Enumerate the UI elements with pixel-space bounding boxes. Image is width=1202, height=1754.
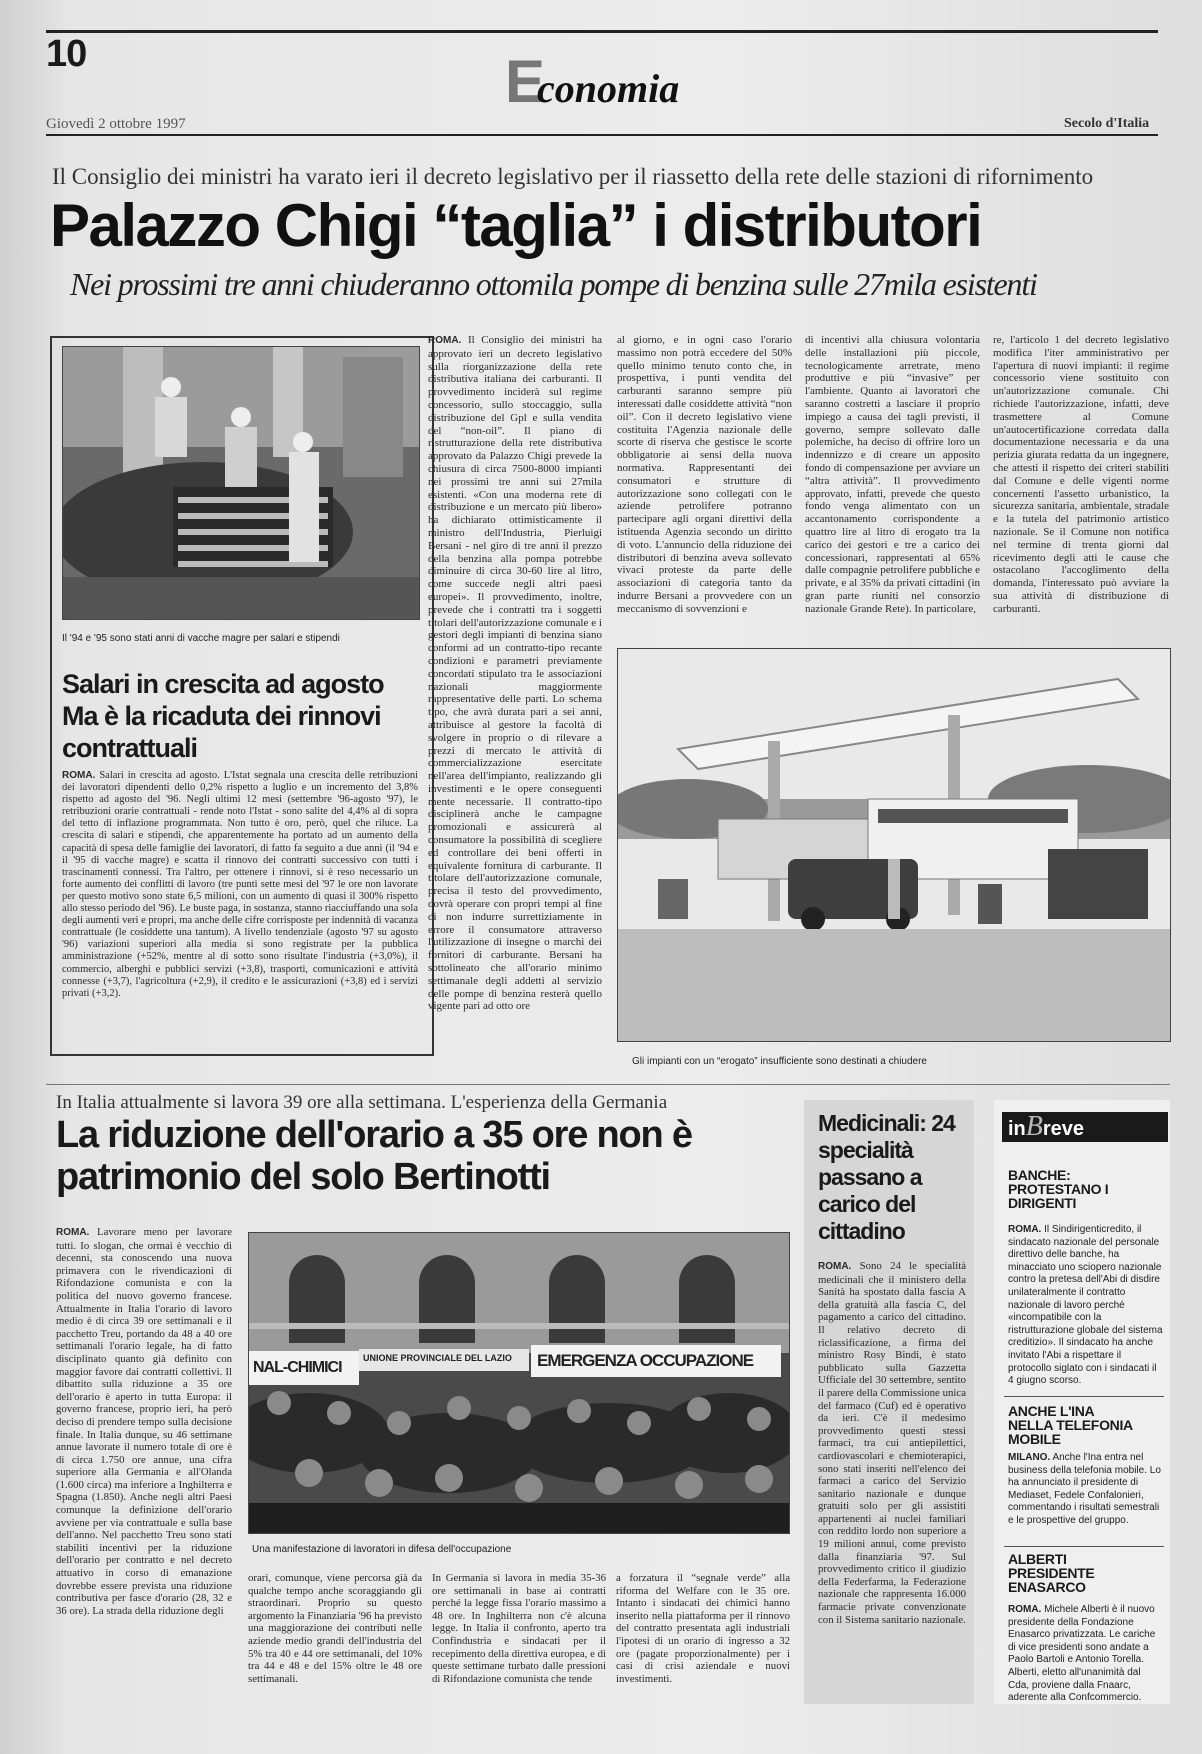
demonstration-photo — [248, 1232, 790, 1534]
box-photo-caption: Il '94 e '95 sono stati anni di vacche magre per salari e stipendi — [62, 633, 340, 644]
gas-station-photo-image — [618, 649, 1170, 1041]
lead-col-1 — [428, 334, 602, 1069]
box-headline: Salari in crescita ad agosto Ma è la ricaduta dei rinnovi contrattuali — [62, 669, 384, 763]
lead-kicker: Il Consiglio dei ministri ha varato ieri il decreto legislativo per il riassetto della rete delle stazioni di rifornimento — [52, 164, 1094, 189]
banner-mid: UNIONE PROVINCIALE DEL LAZIO — [363, 1353, 512, 1363]
brief-title-2: ANCHE L'INA NELLA TELEFONIA MOBILE — [1008, 1403, 1133, 1447]
brief-dateline-1: ROMA. — [1008, 1224, 1042, 1235]
masthead-rule — [46, 134, 1158, 136]
second-photo-caption: Una manifestazione di lavoratori in difesa dell'occupazione — [252, 1544, 512, 1555]
brief-title-1: BANCHE: PROTESTANO I DIRIGENTI — [1008, 1167, 1109, 1211]
demonstration-photo-image — [249, 1233, 789, 1533]
lead-col-1-text: Il Consiglio dei ministri ha approvato ieri un decreto legislativo sulla riorganizzazione della rete distributiva italiana dei carburanti. Il provvedimento inciderà sul regime concessorio, sullo stoccaggio, sulla distribuzione del Gpl e sulla vendita del “non-oil”. Il piano di ristrutturazione della rete distributiva approvato da Palazzo Chigi prevede la chiusura di circa 7500-8000 impianti nei prossimi tre anni sui 27mila esistenti. «Con una moderna rete di distribuzione e un mercato più libero» ha dichiarato ottimisticamente il ministro dell'Industria, Pierluigi Bersani - nel giro di tre anni il prezzo della benzina alla pompa potrebbe diminuire di circa 30-60 lire al litro, come succede negli altri paesi europei». Il provvedimento, inoltre, prevede che i contratti tra i soggetti titolari dell'autorizzazione comunale e i gestori degli impianti di benzina siano conformi ad un contratto-tipo recante condizioni e parametri previamente concordati stipulato tra le associazioni nazionali maggiormente rappresentative delle parti. Lo schema tipo, che avrà durata pari a sei anni, attribuisce al gestore la facoltà di svolgere in proprio o di rilevare a prezzi di mercato le attività di commercializzazione esercitate nell'area dell'impianto, realizzando gli investimenti e le opere conseguenti mente necessarie. Il contratto-tipo disciplinerà anche le campagne promozionali e assicurerà al consumatore la possibilità di scegliere ed controllare dei beni offerti in equivalente fornitura di carburante. Il titolare dell'autorizzazione comunale, precisa il testo del provvedimento, dovrà operare con propri tempi al fine di non indurre surrettiziamente in errore il consumatore attraverso l'utilizzazione di insegne o marchi dei fornitori di carburante. Bersani ha sottolineato che all'orario minimo settimanale degli addetti al servizio delle pompe di benzina resterà quello vigente pari ad otto ore — [428, 334, 602, 1013]
box-text — [62, 770, 418, 1050]
masthead-date: Giovedì 2 ottobre 1997 — [46, 116, 186, 132]
medicinali-headline: Medicinali: 24 specialità passano a carico del cittadino — [818, 1110, 955, 1244]
newspaper-name: Secolo d'Italia — [1064, 116, 1150, 131]
section-rest: conomia — [537, 66, 680, 111]
second-col-1-text: Lavorare meno per lavorare tutti. Io slogan, che ormai è vecchio di decenni, sta conoscendo una nuova primavera con le rivendicazioni di Rifondazione comunista e con la politica del nuovo governo francese. Attualmente in Italia l'orario di lavoro medio è di circa 39 ore settimanali e il pacchetto Treu, portando da 48 a 40 ore settimanali l'orario legale, ha di fatto disciplinato quanto già definito con maggior favore dai contratti collettivi. Il dibattito sulla riduzione a 35 ore dell'orario è aperto in tutta Europa: il governo francese, proprio ieri, ha però deciso di prendere tempo sulla decisione finale. In Italia dunque, su 46 settimane annue lavorate il numero totale di ore è di circa 1.750 ore annue, una cifra superiore alla Germania e all'Olanda (1.600 circa) ma inferiore a Inghilterra e Spagna (1.850). Anche negli altri Paesi comunque la definizione dell'orario avviene per via contrattuale e sulla base dell'anno. Nel pacchetto Treu sono stati stabiliti incentivi per la riduzione dell'orario per contratto e nel decreto attuativo in corso di emanazione dovrebbe essere prevista una riduzione contributiva per fasce d'orario (28, 32 e 36 ore). La strada della riduzione degli — [56, 1226, 232, 1617]
lead-col-4: re, l'articolo 1 del decreto legislativo modifica l'iter amministrativo per l'apertura di nuovi impianti: il regime concessorio viene sostituito con un'autorizzazione comunale. Chi richiede l'autorizzazione, infatti, deve trasmettere al Comune un'autocertificazione corredata dalla documentazione necessaria e da una perizia giurata redatta da un ingegnere, che attesti il rispetto dei criteri stabiliti dal Comune e delle vigenti norme concernenti l'assetto urbanistico, la sicurezza sanitaria, ambientale, stradale e la tutela del patrimonio artistico nazionale. Se il Comune non notifica nel termine di trenta giorni dal ricevimento degli atti le cause che ostacolano l'accoglimento della domanda, l'interessato può avviare la sua attività di distribuzione di carburanti. — [993, 334, 1169, 615]
second-col-2: orari, comunque, viene percorsa già da qualche tempo anche scoraggiando gli straordinari. Proprio su questo argomento la Finanziaria '96 ha previsto una maggiorazione dei contributi nelle aziende medio grandi dell'industria del 5% tra 40 e 44 ore settimanali, del 10% tra 44 e 48 e del 15% oltre le 48 ore settimanali. — [248, 1572, 422, 1685]
box-dateline: ROMA. — [62, 770, 96, 781]
brief-body-3: Michele Alberti è il nuovo presidente della Fondazione Enasarco privatizzata. Le cariche di vice presidenti sono andate a Paolo Bartoli e Antonio Torella. Alberti, eletto all'unanimità dal Cda, proviene dalla Fnaarc, aderente alla Confcommercio. — [1008, 1604, 1156, 1702]
lead-dateline: ROMA. — [428, 335, 462, 346]
second-rule — [46, 1084, 1170, 1085]
lead-col-2: al giorno, e in ogni caso l'orario massimo non potrà eccedere del 50% quello minimo tenuto conto che, in prospettiva, i punti vendita del carburanti saranno sempre più interessati dalle cosiddette attività “non oil”. Con il decreto legislativo viene costituita l'Agenzia nazionale delle scorte di riserva che gestisce le scorte obbligatorie ai sensi della nuova normativa. Rappresentanti dei consumatori e strutture di autorizzazione sono collegati con le aziende petrolifere potranno partecipare agli organi direttivi della istituenda Agenzia secondo un diritto di voto. L'annuncio della riduzione dei distributori di benzina aveva sollevato vivaci proteste da parte delle associazioni di categoria tanto da indurre Bersani a provvedere con un meccanismo di sovvenzioni e — [617, 334, 792, 615]
second-dateline: ROMA. — [56, 1227, 90, 1238]
inbreve-b: B — [1025, 1111, 1043, 1142]
workers-photo — [62, 346, 420, 620]
second-headline: La riduzione dell'orario a 35 ore non è patrimonio del solo Bertinotti — [56, 1114, 692, 1198]
gas-station-photo — [617, 648, 1171, 1042]
inbreve-label — [1002, 1112, 1168, 1142]
lead-subhead: Nei prossimi tre anni chiuderanno ottomila pompe di benzina sulle 27mila esistenti — [70, 266, 1037, 302]
brief-dateline-2: MILANO. — [1008, 1452, 1051, 1463]
inbreve-in: in — [1008, 1118, 1026, 1140]
medicinali-text — [818, 1260, 966, 1700]
brief-title-3: ALBERTI PRESIDENTE ENASARCO — [1008, 1551, 1095, 1595]
banner-right: EMERGENZA OCCUPAZIONE — [537, 1351, 754, 1370]
section-title — [505, 48, 680, 115]
medicinali-body: Sono 24 le specialità medicinali che il ministero della Sanità ha spostato dalla fascia A della gratuità alla fascia C, del pagamento a carico del cittadino. Il relativo decreto di riclassificazione, a firma del ministro Rosy Bindi, è stato pubblicato sulla Gazzetta Ufficiale del 30 settembre, sentito il parere della Commissione unica del farmaco (Cuf) ed è operativo da ieri. C'è il medesimo provvedimento questi stessi farmaci, tra cui antiepilettici, cardiovascolari e chemioterapici, sono stati inseriti nell'elenco dei farmaci a carico del Servizio sanitario nazionale e dunque gratuiti solo per gli assistiti appartenenti ai nuclei familiari con reddito lordo non superiore a 19 milioni annui, come previsto dalla finanziaria '97. Sul provvedimento critico il giudizio della Federfarma, la Federazione nazionale che rappresenta 16.000 farmacie private convenzionate con il Sistema sanitario nazionale. — [818, 1260, 966, 1626]
top-rule — [46, 30, 1158, 33]
lead-col-3: di incentivi alla chiusura volontaria delle installazioni più piccole, tecnologicamente arretrate, meno produttive e più “invasive” per l'ambiente. Quanto ai lavoratori che saranno costretti a lasciare il proprio impiego a causa dei tagli previsti, il governo, sempre sollevato dalle polemiche, ha deciso di offrire loro un indennizzo e di creare un apposito fondo di compensazione per avviare un “altra attività”. Il provvedimento approvato, infatti, prevede che questo fondo venga alimentato con un accantonamento corrispondente a quattro lire al litro di erogato tra la carico dei gestori e tre a carico dei concessionari, rappresentati al 65% dalle compagnie petrolifere pubbliche e private, e al 35% da privati cittadini (in gran parte riuniti nel consorzio nazionale Grande Rete). In particolare, — [805, 334, 980, 615]
lead-headline: Palazzo Chigi “taglia” i distributori — [50, 192, 982, 259]
brief-body-1: Il Sindirigenticredito, il sindacato nazionale del personale direttivo delle banche, ha minacciato uno sciopero nazionale contro la pretesa dell'Abi di disdire unilateralmente il contratto nazionale di lavoro perché «incompatibile con la ristrutturazione globale del sistema creditizio». Il sindacato ha anche invitato l'Abi a rispettare il protocollo siglato con i sindacati il 4 giugno scorso. — [1008, 1224, 1163, 1387]
brief-dateline-3: ROMA. — [1008, 1604, 1042, 1615]
workers-photo-image — [63, 347, 419, 619]
inbreve-rest: reve — [1042, 1118, 1085, 1140]
lead-photo-caption: Gli impianti con un “erogato” insufficiente sono destinati a chiudere — [632, 1056, 927, 1067]
brief-rule-2 — [1004, 1546, 1164, 1547]
second-col-3: In Germania si lavora in media 35-36 ore settimanali in base ai contratti perché la legge fissa l'orario massimo a 48 ore. In Inghilterra non c'è alcuna legge. In Italia il confronto, aperto tra Confindustria e sindacati per il recepimento della direttiva europea, e di queste settimane turbato dalle pressioni di Rifondazione comunista che tende — [432, 1572, 606, 1685]
brief-text-1 — [1008, 1224, 1164, 1390]
medicinali-dateline: ROMA. — [818, 1261, 852, 1272]
brief-text-2 — [1008, 1452, 1164, 1542]
brief-rule-1 — [1004, 1396, 1164, 1397]
banner-left: NAL-CHIMICI — [253, 1359, 342, 1376]
second-col-1 — [56, 1226, 232, 1700]
section-initial: E — [505, 48, 544, 115]
page-number: 10 — [46, 33, 87, 75]
second-kicker: In Italia attualmente si lavora 39 ore alla settimana. L'esperienza della Germania — [56, 1092, 668, 1113]
box-body: Salari in crescita ad agosto. L'Istat segnala una crescita delle retribuzioni dei lavoratori dipendenti dello 0,2% rispetto a luglio e un incremento del 3,8% rispetto ad agosto del '96. Negli ultimi 12 mesi (settembre '96-agosto '97), le retribuzioni orarie contrattuali - rende noto l'Istat - sono salite del 4,4% al di sopra del tetto di inflazione programmata. Non tutto è oro, però, quel che riluce. La crescita di salari e stipendi, che apparentemente ha portato ad un aumento della capacità di spesa delle famiglie dei lavoratori, di fatto fa seguito a due anni (il '94 e il '95 di vacche magre) e scatta il rinnovo dei contratti successivo con tutti i trascinamenti connessi. Tra l'altro, per ottenere i rinnovi, si è reso necessario un forte aumento dei conflitti di lavoro (tre punti sette mesi del '97 le ore non lavorate per questo motivo sono state 6,5 milioni, con un aumento di quasi il 300% rispetto allo stesso periodo del '96). Le buste paga, in sostanza, stanno riacciuffando una sola degli aumenti veri e propri, ma anche delle cifre corrisposte per indennità di vacanza contrattuale (le cosiddette una tantum). A livello tendenziale (agosto '97 su agosto '96) variazioni superiori alla media si sono registrate per la pubblica amministrazione (+52%, mentre al di sotto sono risultate l'industria (+3,0%), il commercio, alberghi e pubblici servizi (+3,8), trasporti, comunicazioni e attività connesse (+3,7), l'agricoltura (+2,9), il credito e le assicurazioni (+3,8) ed i servizi privati (+3,2). — [62, 770, 418, 999]
brief-body-2: Anche l'Ina entra nel business della telefonia mobile. Lo ha annunciato il presidente di Mediaset, Fedele Confalonieri, commentando i risultati semestrali e le prospettive del gruppo. — [1008, 1452, 1161, 1526]
brief-text-3 — [1008, 1604, 1164, 1702]
second-col-4: a forzatura il “segnale verde” alla riforma del Welfare con le 35 ore. Intanto i sindacati dei chimici hanno inserito nella piattaforma per il rinnovo del contratto presentata agli industriali l'ipotesi di un orario di ingresso a 32 ore (pagate proporzionalmente) per i casi di crisi aziendale e nuovi investimenti. — [616, 1572, 790, 1685]
